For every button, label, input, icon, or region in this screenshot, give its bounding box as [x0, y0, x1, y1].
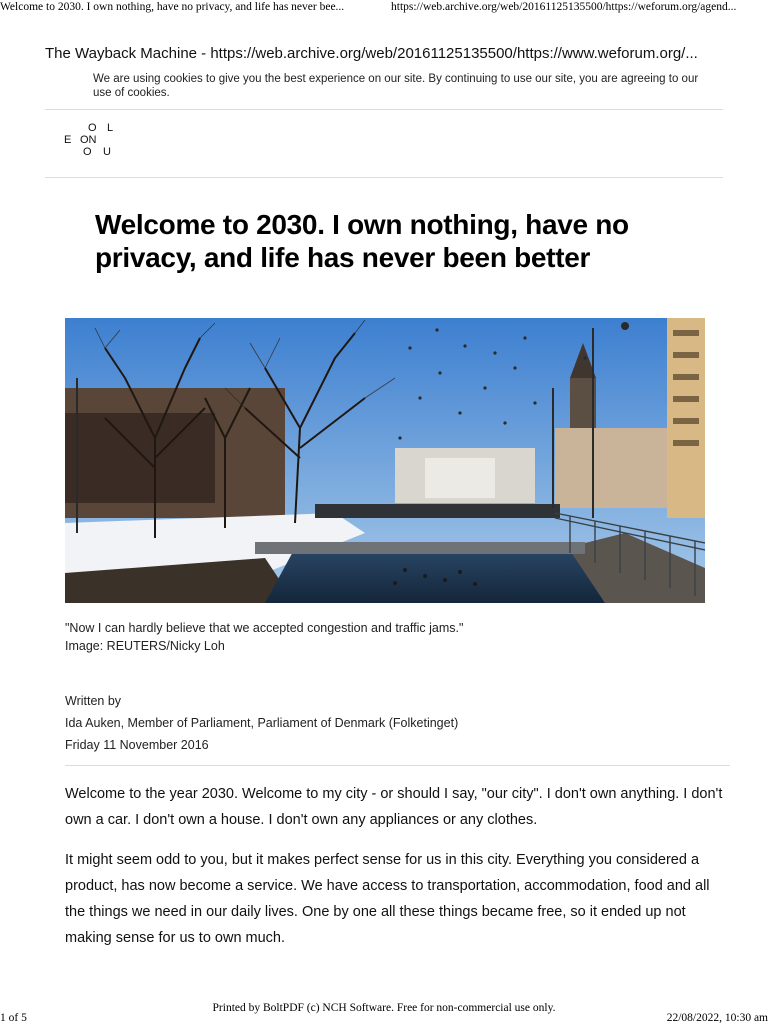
publish-date: Friday 11 November 2016 — [65, 738, 209, 752]
image-credit: Image: REUTERS/Nicky Loh — [65, 639, 225, 653]
byline-label: Written by — [65, 694, 122, 708]
print-footer — [0, 1000, 768, 1024]
print-date: 22/08/2022, 10:30 am — [666, 1012, 768, 1024]
image-caption — [65, 619, 705, 655]
wef-logo[interactable] — [62, 122, 122, 160]
canal-city-photo — [65, 318, 705, 603]
author-link[interactable]: Ida Auken, Member of Parliament, Parliament of Denmark (Folketinget) — [65, 716, 459, 730]
print-header — [0, 0, 768, 18]
page-number: 1 of 5 — [0, 1012, 27, 1024]
caption-text: "Now I can hardly believe that we accepted congestion and traffic jams." — [65, 621, 464, 635]
divider — [65, 765, 730, 766]
article-paragraph: It might seem odd to you, but it makes perfect sense for us in this city. Everything you considered a product, has now become a service. We have access to transportation, accommodation, food and all the things we need in our daily lives. One by one all these things became free, so it ended up not making sense for us to own much. — [65, 852, 710, 946]
printer-notice: Printed by BoltPDF (c) NCH Software. Free for non-commercial use only. — [212, 1002, 556, 1014]
logo-letter: O — [88, 122, 97, 134]
cookie-notice: We are using cookies to give you the best experience on our site. By continuing to use our site, you are agreeing to our use of cookies. — [93, 73, 699, 99]
print-header-url: https://web.archive.org/web/20161125135500/https://weforum.org/agend... — [391, 1, 737, 13]
wayback-title[interactable]: The Wayback Machine - https://web.archive.org/web/20161125135500/https://www.weforum.org/... — [45, 45, 698, 62]
byline — [65, 690, 705, 756]
print-header-title: Welcome to 2030. I own nothing, have no privacy, and life has never bee... — [0, 1, 345, 13]
logo-letter: L — [107, 122, 114, 134]
article-headline: Welcome to 2030. I own nothing, have no privacy, and life has never been better — [95, 209, 629, 273]
logo-letter: ON — [80, 134, 97, 146]
logo-letter: E — [64, 134, 72, 146]
logo-letter: U — [103, 146, 111, 158]
article-paragraph: Welcome to the year 2030. Welcome to my city - or should I say, "our city". I don't own anything. I don't own a car. I don't own a house. I don't own any appliances or any clothes. — [65, 786, 723, 828]
divider — [45, 177, 723, 178]
divider — [45, 109, 723, 110]
logo-letter: O — [83, 146, 92, 158]
hero-image — [65, 318, 705, 603]
